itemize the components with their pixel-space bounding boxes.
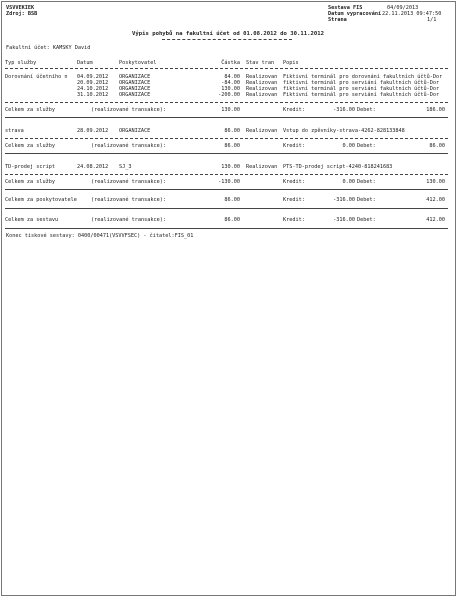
cell-stav: Realizovan <box>246 164 278 170</box>
total-label: Celkem za poskytovatele <box>5 197 77 203</box>
cell-datum: 24.08.2012 <box>77 164 109 170</box>
report-footer: Konec tiskové sestavy: 0400/00471(VSVVFSEC) - čitatel:FIS_01 <box>6 233 194 239</box>
header-date-label: Datum vypracování <box>328 11 382 17</box>
cell-typ: Dorovnání účetního n <box>5 74 68 80</box>
debet-value: 86.00 <box>429 143 445 149</box>
cell-poskytovatel: ORGANIZACE <box>119 80 151 86</box>
cell-castka: 130.00 <box>221 86 240 92</box>
kredit-value: -316.00 <box>333 197 355 203</box>
report-total-row <box>5 218 448 225</box>
debet-label: Debet: <box>357 143 376 149</box>
cell-castka: 86.00 <box>224 128 240 134</box>
kredit-value: 0.00 <box>342 179 355 185</box>
col-poskytovatel: Poskytovatel <box>119 60 157 66</box>
cell-castka: -84.00 <box>221 80 240 86</box>
group-separator <box>5 174 448 175</box>
total-castka: -130.00 <box>218 179 240 185</box>
group-separator <box>5 138 448 139</box>
cell-poskytovatel: ORGANIZACE <box>119 128 151 134</box>
kredit-label: Kredit: <box>283 143 305 149</box>
col-popis: Popis <box>283 60 299 66</box>
cell-datum: 04.09.2012 <box>77 74 109 80</box>
header-org: VSVVEKIEK <box>6 5 35 11</box>
total-note: (realizované transakce): <box>91 179 166 185</box>
debet-label: Debet: <box>357 197 376 203</box>
cell-popis: Fiktivní terminál pro dorovnání fakultních účtů-Dor <box>283 74 443 80</box>
debet-label: Debet: <box>357 179 376 185</box>
cell-popis: PTS-TD-prodej script-4240-818241683 <box>283 164 393 170</box>
total-note: (realizované transakce): <box>91 143 166 149</box>
total-note: (realizované transakce): <box>91 197 166 203</box>
total-castka: 130.00 <box>221 107 240 113</box>
group-total-row <box>5 144 448 151</box>
debet-value: 412.00 <box>426 197 445 203</box>
total-label: Celkem za služby <box>5 143 55 149</box>
cell-poskytovatel: ORGANIZACE <box>119 74 151 80</box>
kredit-label: Kredit: <box>283 217 305 223</box>
group-total-row <box>5 180 448 187</box>
table-row <box>5 165 448 172</box>
provider-separator <box>5 208 448 211</box>
cell-poskytovatel: ORGANIZACE <box>119 92 151 98</box>
table-row <box>5 129 448 136</box>
col-castka: Částka <box>221 60 240 66</box>
debet-label: Debet: <box>357 217 376 223</box>
col-typ: Typ služby <box>5 60 37 66</box>
header-separator <box>5 68 448 69</box>
total-note: (realizované transakce): <box>91 107 166 113</box>
cell-castka: 130.00 <box>221 164 240 170</box>
cell-stav: Realizovan <box>246 80 278 86</box>
debet-value: 412.00 <box>426 217 445 223</box>
group-end-separator <box>5 189 448 192</box>
provider-total-row <box>5 198 448 205</box>
header-report-value: 04/09/2013 <box>387 5 419 11</box>
kredit-value: 0.00 <box>342 143 355 149</box>
kredit-label: Kredit: <box>283 107 305 113</box>
group-separator <box>5 102 448 103</box>
kredit-value: -316.00 <box>333 217 355 223</box>
total-castka: 86.00 <box>224 143 240 149</box>
kredit-value: -316.00 <box>333 107 355 113</box>
header-report-label: Sestava FIS <box>328 5 363 11</box>
header-page-value: 1/1 <box>427 17 437 23</box>
col-stav: Stav tran <box>246 60 275 66</box>
total-label: Celkem za služby <box>5 107 55 113</box>
total-label: Celkem za sestavu <box>5 217 59 223</box>
group-end-separator <box>5 153 448 156</box>
cell-stav: Realizovan <box>246 92 278 98</box>
cell-datum: 24.10.2012 <box>77 86 109 92</box>
total-castka: 86.00 <box>224 217 240 223</box>
total-castka: 86.00 <box>224 197 240 203</box>
debet-label: Debet: <box>357 107 376 113</box>
account-line: Fakultní účet: KAMSKY David <box>6 45 91 51</box>
cell-poskytovatel: SJ_3 <box>119 164 132 170</box>
title-underline <box>162 39 292 40</box>
cell-datum: 31.10.2012 <box>77 92 109 98</box>
report-separator <box>5 228 448 231</box>
report-page <box>1 1 456 596</box>
cell-popis: Fiktivní terminál pro serviání fakultních účtů-Dor <box>283 92 440 98</box>
header-date-value: 22.11.2013 09:47:50 <box>382 11 442 17</box>
cell-popis: Vstup do zpěvníky-strava-4262-828133848 <box>283 128 405 134</box>
header-source: Zdroj: BSB <box>6 11 38 17</box>
cell-poskytovatel: ORGANIZACE <box>119 86 151 92</box>
cell-stav: Realizovan <box>246 74 278 80</box>
kredit-label: Kredit: <box>283 197 305 203</box>
cell-datum: 20.09.2012 <box>77 80 109 86</box>
debet-value: 130.00 <box>426 179 445 185</box>
total-label: Celkem za služby <box>5 179 55 185</box>
group-end-separator <box>5 117 448 120</box>
cell-popis: fiktivní terminál pro serviání fakultních účtů-Dor <box>283 86 440 92</box>
group-total-row <box>5 108 448 115</box>
debet-value: 186.00 <box>426 107 445 113</box>
report-title: Výpis pohybů na fakultní účet od 01.08.2012 do 30.11.2012 <box>132 31 324 37</box>
cell-datum: 28.09.2012 <box>77 128 109 134</box>
cell-popis: fiktivní terminál pro serviání fakultních účtů-Dor <box>283 80 440 86</box>
cell-stav: Realizovan <box>246 86 278 92</box>
col-datum: Datum <box>77 60 93 66</box>
kredit-label: Kredit: <box>283 179 305 185</box>
cell-typ: strava <box>5 128 24 134</box>
total-note: (realizované transakce): <box>91 217 166 223</box>
cell-stav: Realizovan <box>246 128 278 134</box>
column-header-row <box>5 61 448 68</box>
cell-castka: -200.00 <box>218 92 240 98</box>
cell-castka: 84.00 <box>224 74 240 80</box>
table-row <box>5 93 448 100</box>
header-page-label: Strana <box>328 17 347 23</box>
cell-typ: TD-prodej script <box>5 164 55 170</box>
